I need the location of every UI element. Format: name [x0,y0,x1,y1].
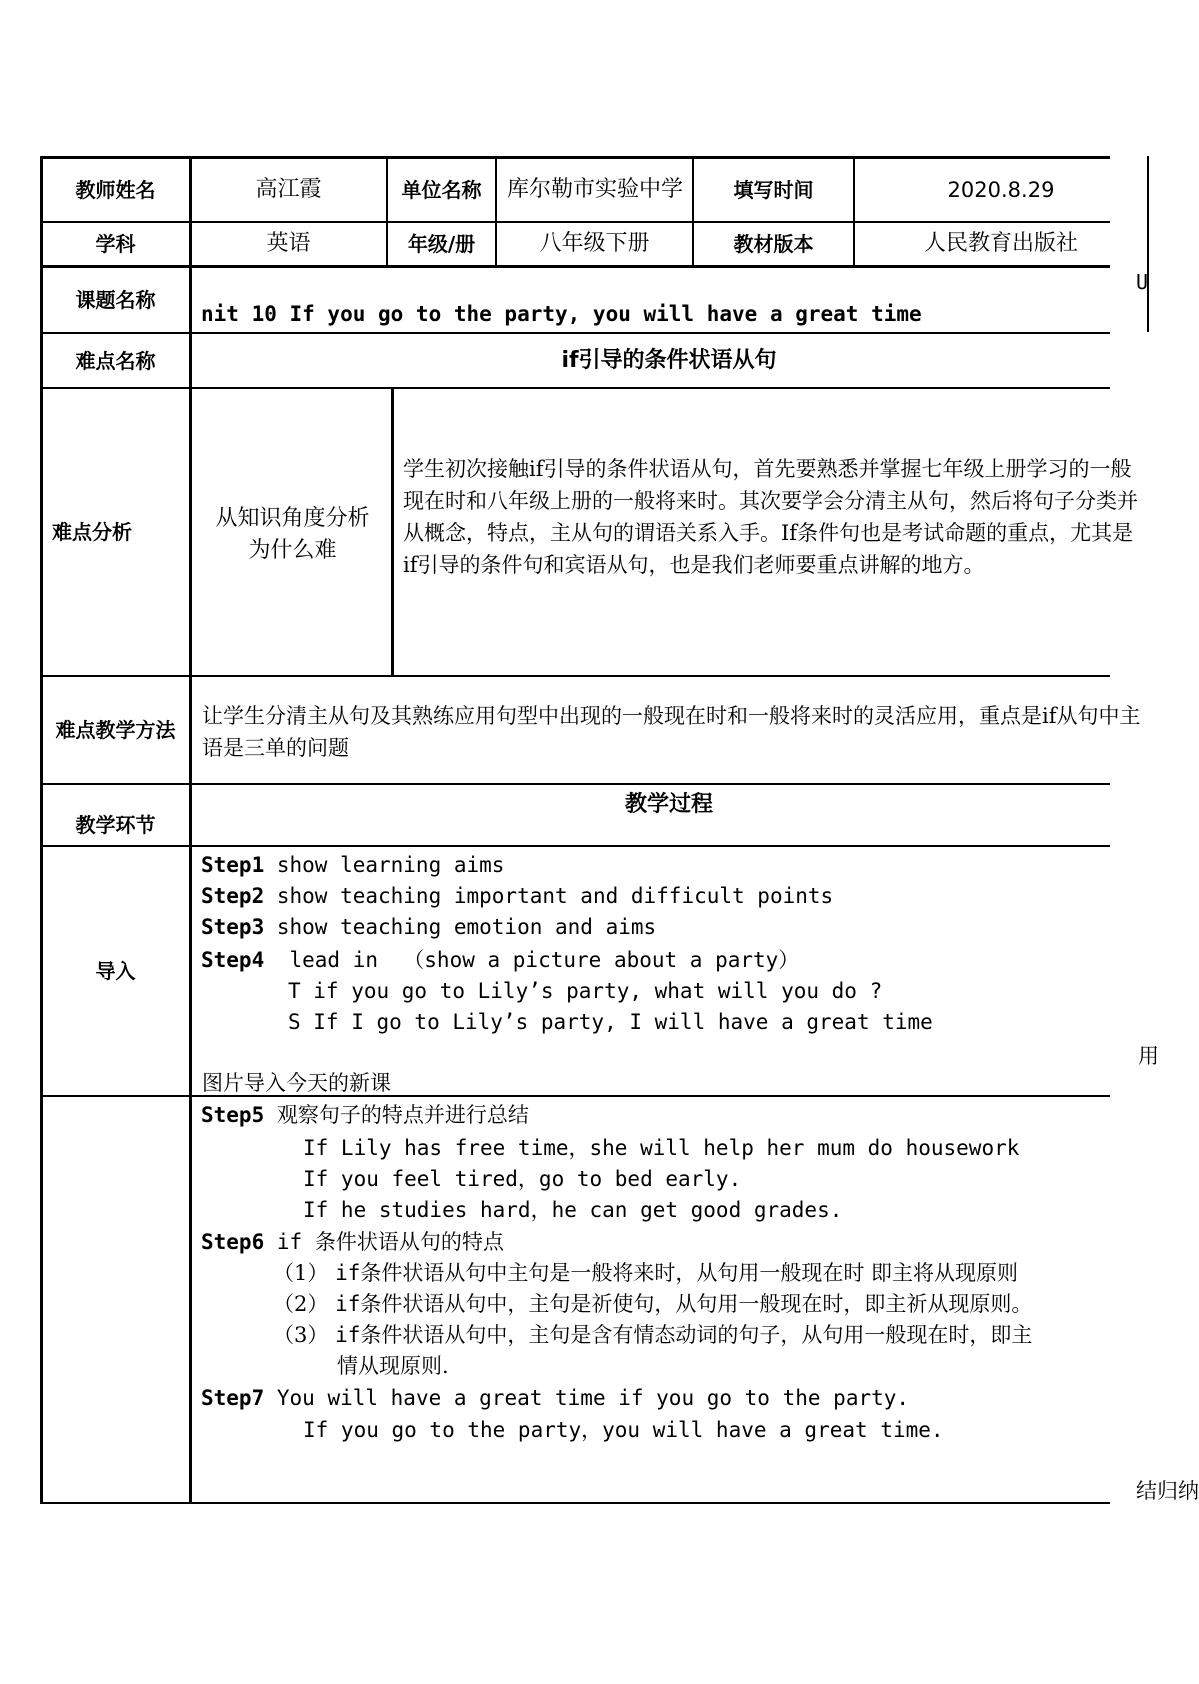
unit-name-value: 库尔勒市实验中学 [506,176,683,202]
step-text: lead in （show a picture about a party） [264,948,800,972]
step-label: Step1 [201,853,265,877]
step7-line [201,1384,909,1412]
table-rule [391,387,394,676]
step-label: Step7 [201,1386,265,1410]
table-rule [40,1095,1110,1097]
intro-dialog-student: S If I go to Lily’s party, I will have a great time [288,1010,933,1034]
grade-value: 八年级下册 [539,231,650,256]
step-label: Step4 [201,948,265,972]
intro-step-4 [201,946,799,974]
rule-code: if [335,1292,361,1316]
step-prefix: if [276,1230,303,1254]
rule-text: 条件状语从句中，主句是含有情态动词的句子，从句用一般现在时，即主 [360,1323,1033,1347]
edition-label: 教材版本 [733,232,814,256]
fill-date-label: 填写时间 [733,177,814,202]
difficulty-label: 难点名称 [75,348,156,373]
topic-value: nit 10 If you go to the party, you will have a great time [201,302,922,326]
step-text: show teaching important and difficult points [264,884,834,908]
analysis-sub-label: 从知识角度分析为什么难 [215,506,370,563]
teacher-name-label: 教师姓名 [75,177,156,202]
summary-overflow-text: 结归纳 [1136,1479,1199,1503]
grade-label: 年级/册 [407,232,476,256]
intro-note: 图片导入今天的新课 [202,1071,391,1095]
method-text: 让学生分清主从句及其熟练应用句型中出现的一般现在时和一般将来时的灵活应用，重点是if从句中主语是三单的问题 [202,704,1141,760]
topic-label: 课题名称 [75,288,156,312]
difficulty-value: if引导的条件状语从句 [561,347,777,373]
step-text: show learning aims [264,853,505,877]
teacher-name-value: 高江霞 [255,176,322,202]
rule-number: （1） [273,1261,329,1285]
table-rule [40,1502,1110,1504]
intro-dialog-teacher: T if you go to Lily’s party, what will you do ? [288,979,883,1003]
method-label: 难点教学方法 [55,718,176,742]
step-label: Step2 [201,884,265,908]
example-3: If he studies hard，he can get good grades. [303,1198,843,1222]
intro-step-1 [201,851,504,879]
example-1: If Lily has free time，she will help her mum do housework [303,1136,1020,1160]
table-rule [40,265,1110,268]
analysis-text: 学生初次接触if引导的条件状语从句，首先要熟悉并掌握七年级上册学习的一般现在时和八年级上册的一般将来时。其次要学会分清主从句，然后将句子分类并从概念，特点，主从句的谓语关系入手。If条件句也是考试命题的重点，尤其是if引导的条件句和宾语从句，也是我们老师要重点讲解的地方。 [403,457,1138,577]
intro-label: 导入 [95,959,136,983]
fill-date-value: 2020.8.29 [947,177,1055,202]
rule-text: 条件状语从句中，主句是祈使句，从句用一般现在时，即主祈从现原则。 [360,1292,1033,1316]
step-text: You will have a great time if you go to the party. [276,1386,910,1410]
subject-value: 英语 [266,231,311,256]
rule-code: if [335,1323,361,1347]
rule-3-continued: 情从现原则. [337,1354,449,1378]
intro-overflow-char: 用 [1138,1044,1159,1068]
step5-line [201,1101,529,1129]
step7-line-2: If you go to the party，you will have a great time. [303,1418,944,1442]
step-text: 观察句子的特点并进行总结 [276,1103,529,1127]
intro-step-3 [201,913,656,941]
rule-number: （3） [273,1323,329,1347]
topic-overflow-char: U [1136,270,1149,294]
step-label: Step6 [201,1230,265,1254]
table-rule [40,387,1110,389]
process-stage-label: 教学环节 [75,813,156,837]
example-2: If you feel tired，go to bed early. [303,1167,742,1191]
intro-step-2 [201,882,833,910]
step-label: Step5 [201,1103,265,1127]
step6-line [201,1228,504,1256]
rule-code: if [335,1261,361,1285]
step-label: Step3 [201,915,265,939]
table-rule [40,845,1110,847]
table-rule [1147,156,1149,332]
edition-value: 人民教育出版社 [923,231,1078,256]
rule-text: 条件状语从句中主句是一般将来时，从句用一般现在时 即主将从现原则 [360,1261,1019,1285]
process-title: 教学过程 [624,792,713,817]
rule-2 [273,1290,1032,1318]
rule-number: （2） [273,1292,329,1316]
analysis-label: 难点分析 [52,520,132,544]
table-rule [40,675,1110,677]
subject-label: 学科 [95,232,136,256]
rule-1 [273,1259,1018,1287]
unit-name-label: 单位名称 [401,177,482,202]
step-text: show teaching emotion and aims [264,915,657,939]
step-text: 条件状语从句的特点 [314,1230,504,1254]
rule-3 [273,1321,1032,1349]
